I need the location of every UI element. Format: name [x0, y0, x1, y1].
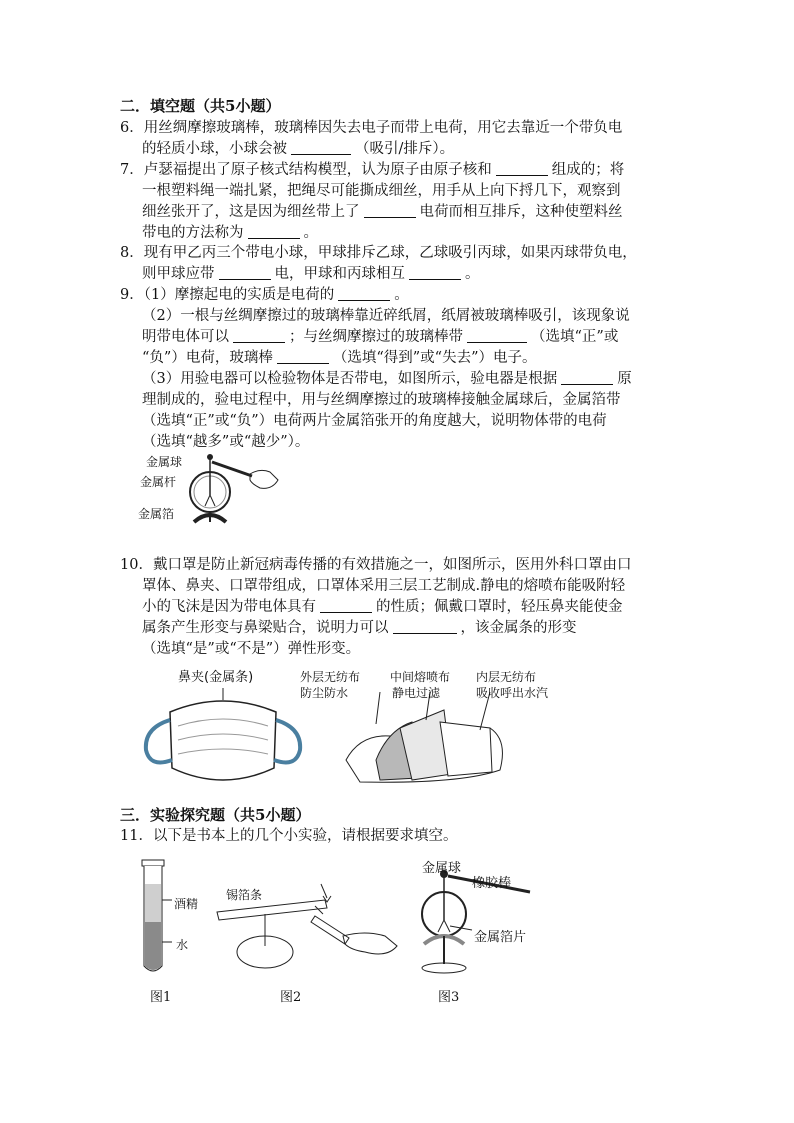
section-3-title: 三．实验探究题（共5小题）: [120, 806, 311, 824]
label-inner-layer: 内层无纺布: [476, 670, 537, 684]
label-outer-function: 防尘防水: [300, 686, 349, 700]
question-10: [120, 555, 680, 660]
q7-text: 。: [303, 225, 318, 241]
question-6: [120, 118, 680, 160]
q9-text: （3）用验电器可以检验物体是否带电，如图所示，验电器是根据: [142, 371, 558, 387]
q6-line1: 6．用丝绸摩擦玻璃棒，玻璃棒因失去电子而带上电荷，用它去靠近一个带负电: [120, 120, 623, 136]
q10-text: 属条产生形变与鼻梁贴合，说明力可以: [142, 620, 389, 636]
label-water: 水: [176, 938, 189, 952]
q9-text: 。: [394, 287, 409, 303]
answer-blank[interactable]: [320, 598, 372, 613]
answer-blank[interactable]: [291, 140, 351, 155]
q9-text: （选填“正”或“负”）电荷两片金属箔张开的角度越大，说明物体带的电荷: [142, 413, 607, 429]
q9-text: 原: [617, 371, 632, 387]
q7-text: 7．卢瑟福提出了原子核式结构模型，认为原子由原子核和: [120, 162, 492, 178]
answer-blank[interactable]: [219, 265, 271, 280]
q8-text: 则甲球应带: [142, 266, 215, 282]
answer-blank[interactable]: [467, 328, 527, 343]
answer-blank[interactable]: [393, 619, 457, 634]
section-2-title: 二．填空题（共5小题）: [120, 97, 281, 115]
q9-text: 明带电体可以: [142, 329, 229, 345]
answer-blank[interactable]: [248, 224, 300, 239]
q9-text: （选填“得到”或“失去”）电子。: [332, 350, 537, 366]
answer-blank[interactable]: [233, 328, 285, 343]
q10-text: 10．戴口罩是防止新冠病毒传播的有效措施之一，如图所示，医用外科口罩由口: [120, 557, 632, 573]
q10-text: 的性质；佩戴口罩时，轻压鼻夹能使金: [376, 599, 623, 615]
answer-blank[interactable]: [561, 370, 613, 385]
q10-text: 罩体、鼻夹、口罩带组成，口罩体采用三层工艺制成.静电的熔喷布能吸附轻: [142, 578, 626, 594]
answer-blank[interactable]: [409, 265, 461, 280]
q9-text: （2）一根与丝绸摩擦过的玻璃棒靠近碎纸屑，纸屑被玻璃棒吸引，该现象说: [142, 308, 630, 324]
label-metal-ball: 金属球: [146, 455, 183, 469]
q7-text: 带电的方法称为: [142, 225, 244, 241]
question-11: [120, 826, 680, 847]
mask-drawing: [138, 680, 308, 790]
label-inner-function: 吸收呼出水汽: [476, 686, 549, 700]
q6-text: 的轻质小球，小球会被: [142, 141, 287, 157]
caption-figure-1: 图1: [150, 990, 172, 1005]
label-metal-foil-leaves: 金属箔片: [474, 930, 527, 945]
q7-text: 组成的；将: [551, 162, 625, 178]
caption-figure-3: 图3: [438, 990, 460, 1005]
q6-text: （吸引/排斥）。: [355, 141, 455, 157]
answer-blank[interactable]: [338, 286, 390, 301]
label-metal-rod: 金属杆: [140, 475, 177, 489]
test-tube-drawing: [138, 858, 178, 978]
label-alcohol: 酒精: [174, 897, 199, 911]
q10-text: 小的飞沫是因为带电体具有: [142, 599, 316, 615]
answer-blank[interactable]: [496, 161, 548, 176]
answer-blank[interactable]: [277, 349, 329, 364]
q7-text: 电荷而相互排斥，这种使塑料丝: [419, 204, 623, 220]
q9-text: 理制成的，验电过程中，用与丝绸摩擦过的玻璃棒接触金属球后，金属箔带: [142, 392, 621, 408]
q11-text: 11．以下是书本上的几个小实验，请根据要求填空。: [120, 828, 458, 844]
q10-text: （选填“是”或“不是”）弹性形变。: [142, 641, 361, 657]
label-rubber-rod: 橡胶棒: [472, 876, 512, 891]
label-metal-ball: 金属球: [422, 861, 462, 876]
caption-figure-2: 图2: [280, 990, 302, 1005]
label-tin-foil-strip: 锡箔条: [226, 888, 263, 902]
answer-blank[interactable]: [364, 203, 416, 218]
q9-text: 9．（1）摩擦起电的实质是电荷的: [120, 287, 335, 303]
label-middle-function: 静电过滤: [392, 686, 441, 700]
label-middle-layer: 中间熔喷布: [390, 670, 451, 684]
label-outer-layer: 外层无纺布: [300, 670, 361, 684]
mask-layers-drawing: [340, 700, 510, 790]
q8-text: 电，甲球和丙球相互: [274, 266, 405, 282]
q7-text: 一根塑料绳一端扎紧，把绳尽可能撕成细丝，用手从上向下捋几下，观察到: [142, 183, 621, 199]
question-7: [120, 160, 680, 244]
q9-text: （选填“越多”或“越少”）。: [142, 434, 310, 450]
q7-text: 细丝张开了，这是因为细丝带上了: [142, 204, 360, 220]
label-nose-clip: 鼻夹(金属条): [178, 670, 254, 685]
q8-text: 8．现有甲乙丙三个带电小球，甲球排斥乙球，乙球吸引丙球，如果丙球带负电，: [120, 245, 637, 261]
q9-text: “负”）电荷，玻璃棒: [142, 350, 273, 366]
q9-text: ；与丝绸摩擦过的玻璃棒带: [289, 329, 463, 345]
q10-text: ，该金属条的形变: [460, 620, 577, 636]
q9-text: （选填“正”或: [531, 329, 619, 345]
question-9: [120, 285, 680, 453]
question-8: [120, 243, 680, 285]
label-metal-foil: 金属箔: [138, 507, 175, 521]
q8-text: 。: [465, 266, 480, 282]
